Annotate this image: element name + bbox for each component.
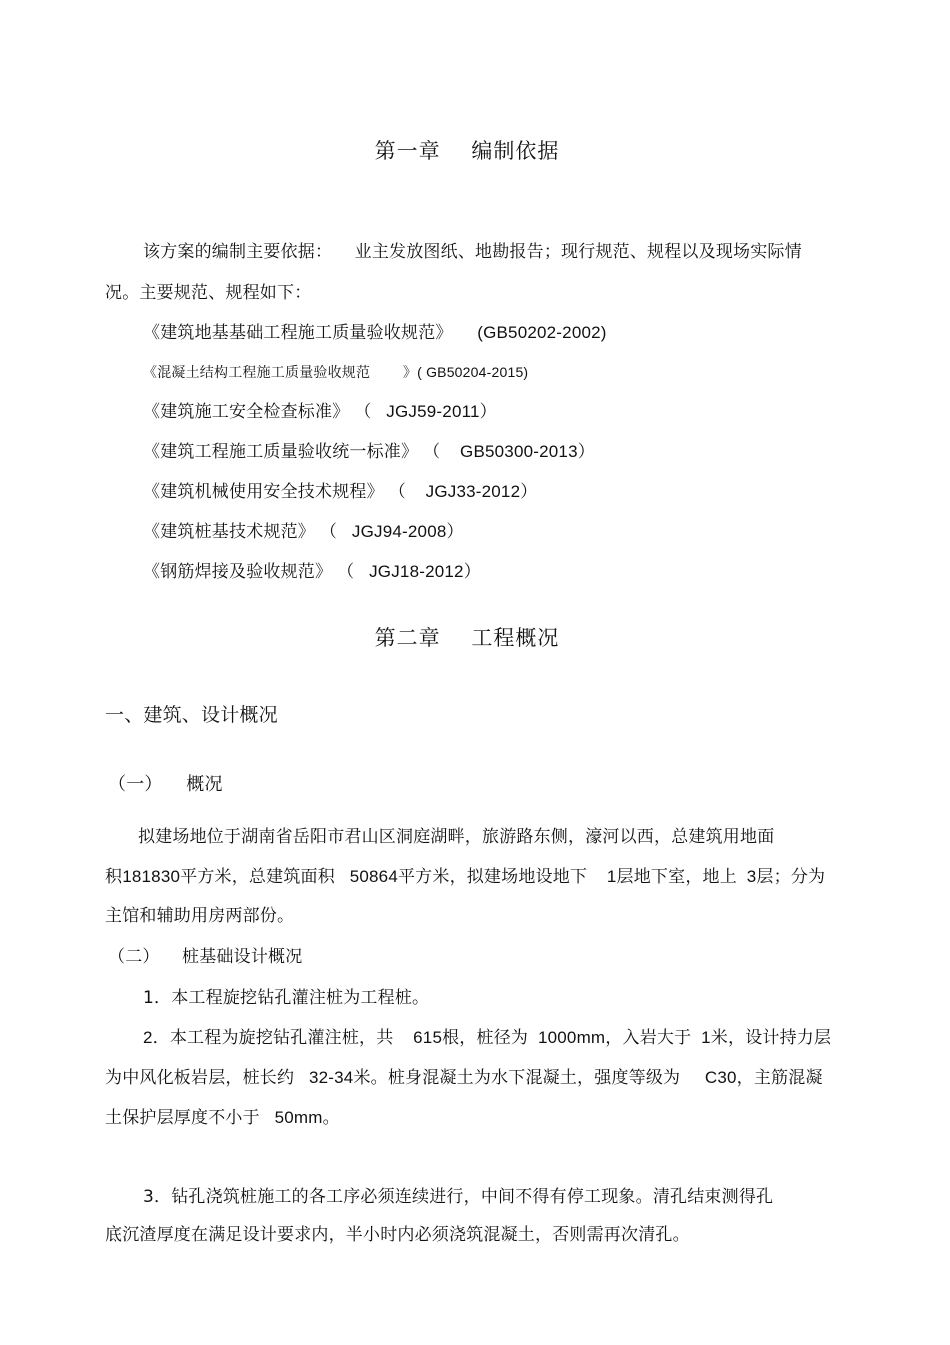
overview-line-3: 主馆和辅助用房两部份。 — [105, 906, 295, 926]
reference-item: 《混凝土结构工程施工质量验收规范 》( GB50204-2015) — [143, 364, 529, 380]
reference-item: 《建筑施工安全检查标准》 （ JGJ59-2011） — [143, 402, 497, 421]
chapter-2-title: 第二章 工程概况 — [374, 626, 560, 650]
overview-line-1: 拟建场地位于湖南省岳阳市君山区洞庭湖畔，旅游路东侧，濠河以西，总建筑用地面 — [138, 827, 775, 847]
reference-item: 《建筑工程施工质量验收统一标准》 （ GB50300-2013） — [143, 442, 595, 461]
section-heading: 一、建筑、设计概况 — [105, 704, 278, 726]
reference-item: 《建筑机械使用安全技术规程》 （ JGJ33-2012） — [143, 482, 538, 501]
subsection-heading: （一） 概况 — [108, 774, 223, 795]
reference-item: 《建筑桩基技术规范》 （ JGJ94-2008） — [143, 522, 464, 541]
subsection-heading: （二） 桩基础设计概况 — [108, 947, 303, 967]
reference-item: 《建筑地基基础工程施工质量验收规范》 (GB50202-2002) — [143, 323, 607, 342]
list-item-continuation: 土保护层厚度不小于 50mm。 — [105, 1108, 340, 1127]
list-item-continuation: 底沉渣厚度在满足设计要求内，半小时内必须浇筑混凝土，否则需再次清孔。 — [105, 1225, 690, 1245]
list-item: 1．本工程旋挖钻孔灌注桩为工程桩。 — [143, 988, 430, 1008]
list-item: 3．钻孔浇筑桩施工的各工序必须连续进行，中间不得有停工现象。清孔结束测得孔 — [143, 1187, 774, 1207]
intro-paragraph-line-1: 该方案的编制主要依据： 业主发放图纸、地勘报告；现行规范、规程以及现场实际情 — [143, 242, 802, 262]
overview-line-2: 积181830平方米，总建筑面积 50864平方米，拟建场地设地下 1层地下室，地上 3层；分为 — [105, 867, 826, 886]
list-item: 2．本工程为旋挖钻孔灌注桩，共 615根，桩径为 1000mm，入岩大于 1米，设计持力层 — [143, 1028, 832, 1047]
chapter-1-title: 第一章 编制依据 — [374, 139, 560, 163]
list-item-continuation: 为中风化板岩层，桩长约 32-34米。桩身混凝土为水下混凝土，强度等级为 C30，主筋混凝 — [105, 1068, 823, 1087]
intro-paragraph-line-2: 况。主要规范、规程如下： — [105, 283, 312, 303]
reference-item: 《钢筋焊接及验收规范》 （ JGJ18-2012） — [143, 562, 481, 581]
